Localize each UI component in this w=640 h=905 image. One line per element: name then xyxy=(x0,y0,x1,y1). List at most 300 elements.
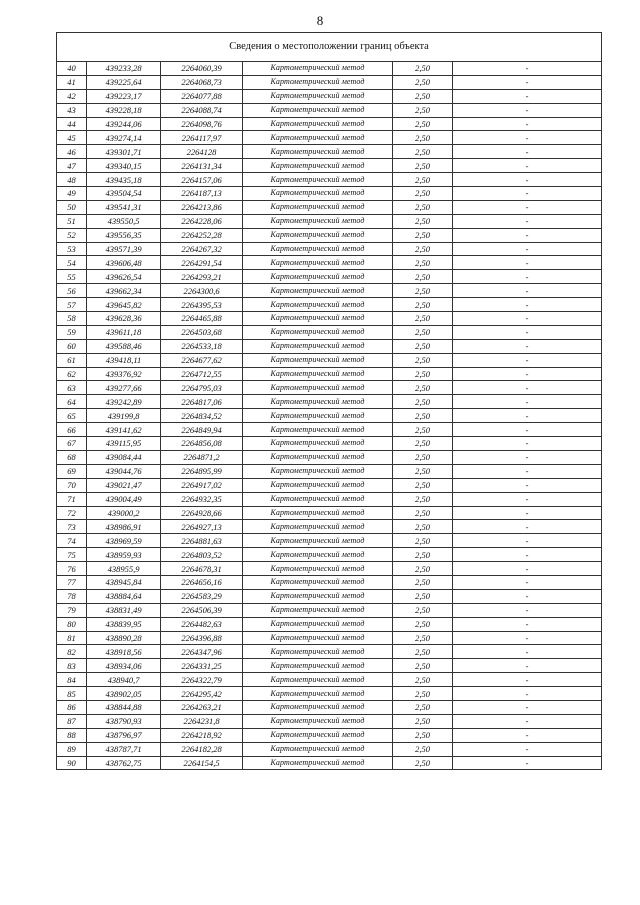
table-row xyxy=(57,395,602,409)
accuracy-cell: 2,50 xyxy=(393,728,453,742)
table-row xyxy=(57,270,602,284)
point-number-cell: 74 xyxy=(57,534,87,548)
method-cell: Картометрический метод xyxy=(243,395,393,409)
x-coordinate-cell: 439141,62 xyxy=(87,423,161,437)
table-body xyxy=(57,62,602,770)
table-row xyxy=(57,367,602,381)
method-cell: Картометрический метод xyxy=(243,242,393,256)
description-cell: - xyxy=(453,75,602,89)
y-coordinate-cell: 2264678,31 xyxy=(161,562,243,576)
description-cell: - xyxy=(453,520,602,534)
accuracy-cell: 2,50 xyxy=(393,228,453,242)
accuracy-cell: 2,50 xyxy=(393,575,453,589)
y-coordinate-cell: 2264295,42 xyxy=(161,687,243,701)
method-cell: Картометрический метод xyxy=(243,75,393,89)
description-cell: - xyxy=(453,298,602,312)
method-cell: Картометрический метод xyxy=(243,492,393,506)
point-number-cell: 65 xyxy=(57,409,87,423)
table-row xyxy=(57,603,602,617)
y-coordinate-cell: 2264503,68 xyxy=(161,325,243,339)
method-cell: Картометрический метод xyxy=(243,367,393,381)
point-number-cell: 66 xyxy=(57,423,87,437)
accuracy-cell: 2,50 xyxy=(393,187,453,201)
y-coordinate-cell: 2264263,21 xyxy=(161,700,243,714)
description-cell: - xyxy=(453,117,602,131)
method-cell: Картометрический метод xyxy=(243,714,393,728)
x-coordinate-cell: 439550,5 xyxy=(87,214,161,228)
point-number-cell: 42 xyxy=(57,89,87,103)
description-cell: - xyxy=(453,89,602,103)
accuracy-cell: 2,50 xyxy=(393,437,453,451)
accuracy-cell: 2,50 xyxy=(393,381,453,395)
description-cell: - xyxy=(453,437,602,451)
description-cell: - xyxy=(453,631,602,645)
y-coordinate-cell: 2264712,55 xyxy=(161,367,243,381)
point-number-cell: 67 xyxy=(57,437,87,451)
accuracy-cell: 2,50 xyxy=(393,325,453,339)
method-cell: Картометрический метод xyxy=(243,673,393,687)
method-cell: Картометрический метод xyxy=(243,520,393,534)
method-cell: Картометрический метод xyxy=(243,187,393,201)
table-row xyxy=(57,617,602,631)
y-coordinate-cell: 2264157,06 xyxy=(161,173,243,187)
accuracy-cell: 2,50 xyxy=(393,548,453,562)
x-coordinate-cell: 439228,18 xyxy=(87,103,161,117)
description-cell: - xyxy=(453,742,602,756)
accuracy-cell: 2,50 xyxy=(393,409,453,423)
x-coordinate-cell: 439588,46 xyxy=(87,339,161,353)
x-coordinate-cell: 439340,15 xyxy=(87,159,161,173)
y-coordinate-cell: 2264218,92 xyxy=(161,728,243,742)
point-number-cell: 70 xyxy=(57,478,87,492)
description-cell: - xyxy=(453,714,602,728)
accuracy-cell: 2,50 xyxy=(393,131,453,145)
description-cell: - xyxy=(453,562,602,576)
y-coordinate-cell: 2264795,03 xyxy=(161,381,243,395)
accuracy-cell: 2,50 xyxy=(393,520,453,534)
table-row xyxy=(57,159,602,173)
accuracy-cell: 2,50 xyxy=(393,284,453,298)
table-row xyxy=(57,506,602,520)
accuracy-cell: 2,50 xyxy=(393,62,453,76)
x-coordinate-cell: 439084,44 xyxy=(87,450,161,464)
accuracy-cell: 2,50 xyxy=(393,353,453,367)
accuracy-cell: 2,50 xyxy=(393,339,453,353)
point-number-cell: 87 xyxy=(57,714,87,728)
table-row xyxy=(57,756,602,770)
table-row xyxy=(57,589,602,603)
point-number-cell: 76 xyxy=(57,562,87,576)
point-number-cell: 60 xyxy=(57,339,87,353)
description-cell: - xyxy=(453,687,602,701)
x-coordinate-cell: 438831,49 xyxy=(87,603,161,617)
description-cell: - xyxy=(453,200,602,214)
table-row xyxy=(57,89,602,103)
x-coordinate-cell: 439274,14 xyxy=(87,131,161,145)
y-coordinate-cell: 2264849,94 xyxy=(161,423,243,437)
description-cell: - xyxy=(453,728,602,742)
method-cell: Картометрический метод xyxy=(243,506,393,520)
point-number-cell: 82 xyxy=(57,645,87,659)
x-coordinate-cell: 439044,76 xyxy=(87,464,161,478)
accuracy-cell: 2,50 xyxy=(393,312,453,326)
method-cell: Картометрический метод xyxy=(243,339,393,353)
y-coordinate-cell: 2264928,66 xyxy=(161,506,243,520)
table-row xyxy=(57,464,602,478)
x-coordinate-cell: 438955,9 xyxy=(87,562,161,576)
y-coordinate-cell: 2264154,5 xyxy=(161,756,243,770)
point-number-cell: 78 xyxy=(57,589,87,603)
table-row xyxy=(57,312,602,326)
method-cell: Картометрический метод xyxy=(243,312,393,326)
method-cell: Картометрический метод xyxy=(243,284,393,298)
table-row xyxy=(57,256,602,270)
table-row xyxy=(57,187,602,201)
method-cell: Картометрический метод xyxy=(243,325,393,339)
description-cell: - xyxy=(453,395,602,409)
y-coordinate-cell: 2264098,76 xyxy=(161,117,243,131)
method-cell: Картометрический метод xyxy=(243,756,393,770)
x-coordinate-cell: 439021,47 xyxy=(87,478,161,492)
x-coordinate-cell: 439225,64 xyxy=(87,75,161,89)
point-number-cell: 51 xyxy=(57,214,87,228)
method-cell: Картометрический метод xyxy=(243,62,393,76)
accuracy-cell: 2,50 xyxy=(393,506,453,520)
method-cell: Картометрический метод xyxy=(243,103,393,117)
x-coordinate-cell: 439376,92 xyxy=(87,367,161,381)
x-coordinate-cell: 438762,75 xyxy=(87,756,161,770)
accuracy-cell: 2,50 xyxy=(393,645,453,659)
description-cell: - xyxy=(453,645,602,659)
x-coordinate-cell: 439223,17 xyxy=(87,89,161,103)
table-row xyxy=(57,742,602,756)
point-number-cell: 56 xyxy=(57,284,87,298)
accuracy-cell: 2,50 xyxy=(393,603,453,617)
table-row xyxy=(57,409,602,423)
method-cell: Картометрический метод xyxy=(243,575,393,589)
description-cell: - xyxy=(453,534,602,548)
x-coordinate-cell: 439244,06 xyxy=(87,117,161,131)
method-cell: Картометрический метод xyxy=(243,173,393,187)
description-cell: - xyxy=(453,575,602,589)
point-number-cell: 61 xyxy=(57,353,87,367)
x-coordinate-cell: 439645,82 xyxy=(87,298,161,312)
table-row xyxy=(57,339,602,353)
accuracy-cell: 2,50 xyxy=(393,117,453,131)
table-row xyxy=(57,200,602,214)
description-cell: - xyxy=(453,450,602,464)
description-cell: - xyxy=(453,589,602,603)
x-coordinate-cell: 439662,34 xyxy=(87,284,161,298)
y-coordinate-cell: 2264834,52 xyxy=(161,409,243,423)
table-row xyxy=(57,103,602,117)
point-number-cell: 54 xyxy=(57,256,87,270)
method-cell: Картометрический метод xyxy=(243,270,393,284)
x-coordinate-cell: 439626,54 xyxy=(87,270,161,284)
y-coordinate-cell: 2264088,74 xyxy=(161,103,243,117)
accuracy-cell: 2,50 xyxy=(393,562,453,576)
point-number-cell: 45 xyxy=(57,131,87,145)
method-cell: Картометрический метод xyxy=(243,228,393,242)
point-number-cell: 40 xyxy=(57,62,87,76)
y-coordinate-cell: 2264252,28 xyxy=(161,228,243,242)
point-number-cell: 84 xyxy=(57,673,87,687)
description-cell: - xyxy=(453,492,602,506)
point-number-cell: 44 xyxy=(57,117,87,131)
method-cell: Картометрический метод xyxy=(243,89,393,103)
table-row xyxy=(57,450,602,464)
description-cell: - xyxy=(453,103,602,117)
method-cell: Картометрический метод xyxy=(243,659,393,673)
accuracy-cell: 2,50 xyxy=(393,714,453,728)
accuracy-cell: 2,50 xyxy=(393,89,453,103)
method-cell: Картометрический метод xyxy=(243,117,393,131)
x-coordinate-cell: 438902,05 xyxy=(87,687,161,701)
point-number-cell: 88 xyxy=(57,728,87,742)
point-number-cell: 85 xyxy=(57,687,87,701)
point-number-cell: 62 xyxy=(57,367,87,381)
description-cell: - xyxy=(453,145,602,159)
accuracy-cell: 2,50 xyxy=(393,687,453,701)
x-coordinate-cell: 438839,95 xyxy=(87,617,161,631)
x-coordinate-cell: 439000,2 xyxy=(87,506,161,520)
x-coordinate-cell: 439277,66 xyxy=(87,381,161,395)
y-coordinate-cell: 2264331,25 xyxy=(161,659,243,673)
method-cell: Картометрический метод xyxy=(243,200,393,214)
point-number-cell: 63 xyxy=(57,381,87,395)
y-coordinate-cell: 2264077,88 xyxy=(161,89,243,103)
accuracy-cell: 2,50 xyxy=(393,617,453,631)
x-coordinate-cell: 439301,71 xyxy=(87,145,161,159)
point-number-cell: 68 xyxy=(57,450,87,464)
x-coordinate-cell: 438959,93 xyxy=(87,548,161,562)
x-coordinate-cell: 439418,11 xyxy=(87,353,161,367)
accuracy-cell: 2,50 xyxy=(393,534,453,548)
accuracy-cell: 2,50 xyxy=(393,423,453,437)
x-coordinate-cell: 438986,91 xyxy=(87,520,161,534)
accuracy-cell: 2,50 xyxy=(393,200,453,214)
description-cell: - xyxy=(453,506,602,520)
accuracy-cell: 2,50 xyxy=(393,700,453,714)
accuracy-cell: 2,50 xyxy=(393,145,453,159)
accuracy-cell: 2,50 xyxy=(393,742,453,756)
method-cell: Картометрический метод xyxy=(243,631,393,645)
description-cell: - xyxy=(453,131,602,145)
x-coordinate-cell: 439571,39 xyxy=(87,242,161,256)
y-coordinate-cell: 2264506,39 xyxy=(161,603,243,617)
table-row xyxy=(57,117,602,131)
description-cell: - xyxy=(453,478,602,492)
method-cell: Картометрический метод xyxy=(243,728,393,742)
y-coordinate-cell: 2264871,2 xyxy=(161,450,243,464)
table-row xyxy=(57,673,602,687)
method-cell: Картометрический метод xyxy=(243,534,393,548)
y-coordinate-cell: 2264267,32 xyxy=(161,242,243,256)
method-cell: Картометрический метод xyxy=(243,645,393,659)
x-coordinate-cell: 439504,54 xyxy=(87,187,161,201)
point-number-cell: 64 xyxy=(57,395,87,409)
accuracy-cell: 2,50 xyxy=(393,492,453,506)
method-cell: Картометрический метод xyxy=(243,617,393,631)
table-row xyxy=(57,548,602,562)
y-coordinate-cell: 2264117,97 xyxy=(161,131,243,145)
accuracy-cell: 2,50 xyxy=(393,256,453,270)
table-row xyxy=(57,534,602,548)
y-coordinate-cell: 2264917,02 xyxy=(161,478,243,492)
y-coordinate-cell: 2264182,28 xyxy=(161,742,243,756)
y-coordinate-cell: 2264895,99 xyxy=(161,464,243,478)
accuracy-cell: 2,50 xyxy=(393,659,453,673)
y-coordinate-cell: 2264231,8 xyxy=(161,714,243,728)
table-row xyxy=(57,298,602,312)
x-coordinate-cell: 438969,59 xyxy=(87,534,161,548)
table-row xyxy=(57,284,602,298)
x-coordinate-cell: 438844,88 xyxy=(87,700,161,714)
table-caption: Сведения о местоположении границ объекта xyxy=(57,33,602,62)
description-cell: - xyxy=(453,325,602,339)
y-coordinate-cell: 2264060,39 xyxy=(161,62,243,76)
description-cell: - xyxy=(453,312,602,326)
table-row xyxy=(57,520,602,534)
description-cell: - xyxy=(453,228,602,242)
y-coordinate-cell: 2264228,06 xyxy=(161,214,243,228)
table-row xyxy=(57,659,602,673)
point-number-cell: 77 xyxy=(57,575,87,589)
description-cell: - xyxy=(453,270,602,284)
description-cell: - xyxy=(453,381,602,395)
accuracy-cell: 2,50 xyxy=(393,464,453,478)
point-number-cell: 86 xyxy=(57,700,87,714)
y-coordinate-cell: 2264347,96 xyxy=(161,645,243,659)
method-cell: Картометрический метод xyxy=(243,464,393,478)
table-row xyxy=(57,242,602,256)
boundary-table-container xyxy=(56,32,601,770)
table-row xyxy=(57,687,602,701)
table-row xyxy=(57,700,602,714)
table-row xyxy=(57,645,602,659)
x-coordinate-cell: 438918,56 xyxy=(87,645,161,659)
x-coordinate-cell: 438787,71 xyxy=(87,742,161,756)
accuracy-cell: 2,50 xyxy=(393,367,453,381)
accuracy-cell: 2,50 xyxy=(393,395,453,409)
method-cell: Картометрический метод xyxy=(243,478,393,492)
accuracy-cell: 2,50 xyxy=(393,478,453,492)
description-cell: - xyxy=(453,187,602,201)
y-coordinate-cell: 2264300,6 xyxy=(161,284,243,298)
table-row xyxy=(57,631,602,645)
point-number-cell: 59 xyxy=(57,325,87,339)
x-coordinate-cell: 439435,18 xyxy=(87,173,161,187)
point-number-cell: 41 xyxy=(57,75,87,89)
method-cell: Картометрический метод xyxy=(243,687,393,701)
table-row xyxy=(57,325,602,339)
description-cell: - xyxy=(453,464,602,478)
y-coordinate-cell: 2264656,16 xyxy=(161,575,243,589)
method-cell: Картометрический метод xyxy=(243,437,393,451)
table-row xyxy=(57,575,602,589)
description-cell: - xyxy=(453,659,602,673)
description-cell: - xyxy=(453,353,602,367)
point-number-cell: 81 xyxy=(57,631,87,645)
point-number-cell: 52 xyxy=(57,228,87,242)
x-coordinate-cell: 439611,18 xyxy=(87,325,161,339)
y-coordinate-cell: 2264131,34 xyxy=(161,159,243,173)
table-row xyxy=(57,353,602,367)
accuracy-cell: 2,50 xyxy=(393,103,453,117)
accuracy-cell: 2,50 xyxy=(393,756,453,770)
y-coordinate-cell: 2264932,35 xyxy=(161,492,243,506)
point-number-cell: 57 xyxy=(57,298,87,312)
accuracy-cell: 2,50 xyxy=(393,242,453,256)
y-coordinate-cell: 2264583,29 xyxy=(161,589,243,603)
table-row xyxy=(57,381,602,395)
x-coordinate-cell: 439242,89 xyxy=(87,395,161,409)
method-cell: Картометрический метод xyxy=(243,145,393,159)
description-cell: - xyxy=(453,367,602,381)
method-cell: Картометрический метод xyxy=(243,353,393,367)
table-row xyxy=(57,478,602,492)
method-cell: Картометрический метод xyxy=(243,589,393,603)
point-number-cell: 50 xyxy=(57,200,87,214)
y-coordinate-cell: 2264187,13 xyxy=(161,187,243,201)
method-cell: Картометрический метод xyxy=(243,700,393,714)
x-coordinate-cell: 438934,06 xyxy=(87,659,161,673)
y-coordinate-cell: 2264533,18 xyxy=(161,339,243,353)
point-number-cell: 58 xyxy=(57,312,87,326)
y-coordinate-cell: 2264856,08 xyxy=(161,437,243,451)
table-row xyxy=(57,214,602,228)
x-coordinate-cell: 439556,35 xyxy=(87,228,161,242)
point-number-cell: 79 xyxy=(57,603,87,617)
x-coordinate-cell: 439541,31 xyxy=(87,200,161,214)
table-row xyxy=(57,228,602,242)
x-coordinate-cell: 439606,48 xyxy=(87,256,161,270)
x-coordinate-cell: 439115,95 xyxy=(87,437,161,451)
method-cell: Картометрический метод xyxy=(243,214,393,228)
method-cell: Картометрический метод xyxy=(243,159,393,173)
accuracy-cell: 2,50 xyxy=(393,270,453,284)
x-coordinate-cell: 438790,93 xyxy=(87,714,161,728)
table-row xyxy=(57,437,602,451)
method-cell: Картометрический метод xyxy=(243,409,393,423)
y-coordinate-cell: 2264396,88 xyxy=(161,631,243,645)
table-row xyxy=(57,173,602,187)
x-coordinate-cell: 439233,28 xyxy=(87,62,161,76)
table-row xyxy=(57,714,602,728)
description-cell: - xyxy=(453,214,602,228)
y-coordinate-cell: 2264817,06 xyxy=(161,395,243,409)
accuracy-cell: 2,50 xyxy=(393,673,453,687)
y-coordinate-cell: 2264677,62 xyxy=(161,353,243,367)
method-cell: Картометрический метод xyxy=(243,450,393,464)
description-cell: - xyxy=(453,603,602,617)
y-coordinate-cell: 2264803,52 xyxy=(161,548,243,562)
method-cell: Картометрический метод xyxy=(243,381,393,395)
y-coordinate-cell: 2264395,53 xyxy=(161,298,243,312)
point-number-cell: 69 xyxy=(57,464,87,478)
description-cell: - xyxy=(453,159,602,173)
y-coordinate-cell: 2264213,86 xyxy=(161,200,243,214)
method-cell: Картометрический метод xyxy=(243,548,393,562)
point-number-cell: 80 xyxy=(57,617,87,631)
point-number-cell: 90 xyxy=(57,756,87,770)
accuracy-cell: 2,50 xyxy=(393,159,453,173)
y-coordinate-cell: 2264068,73 xyxy=(161,75,243,89)
description-cell: - xyxy=(453,548,602,562)
table-row xyxy=(57,131,602,145)
accuracy-cell: 2,50 xyxy=(393,589,453,603)
point-number-cell: 75 xyxy=(57,548,87,562)
